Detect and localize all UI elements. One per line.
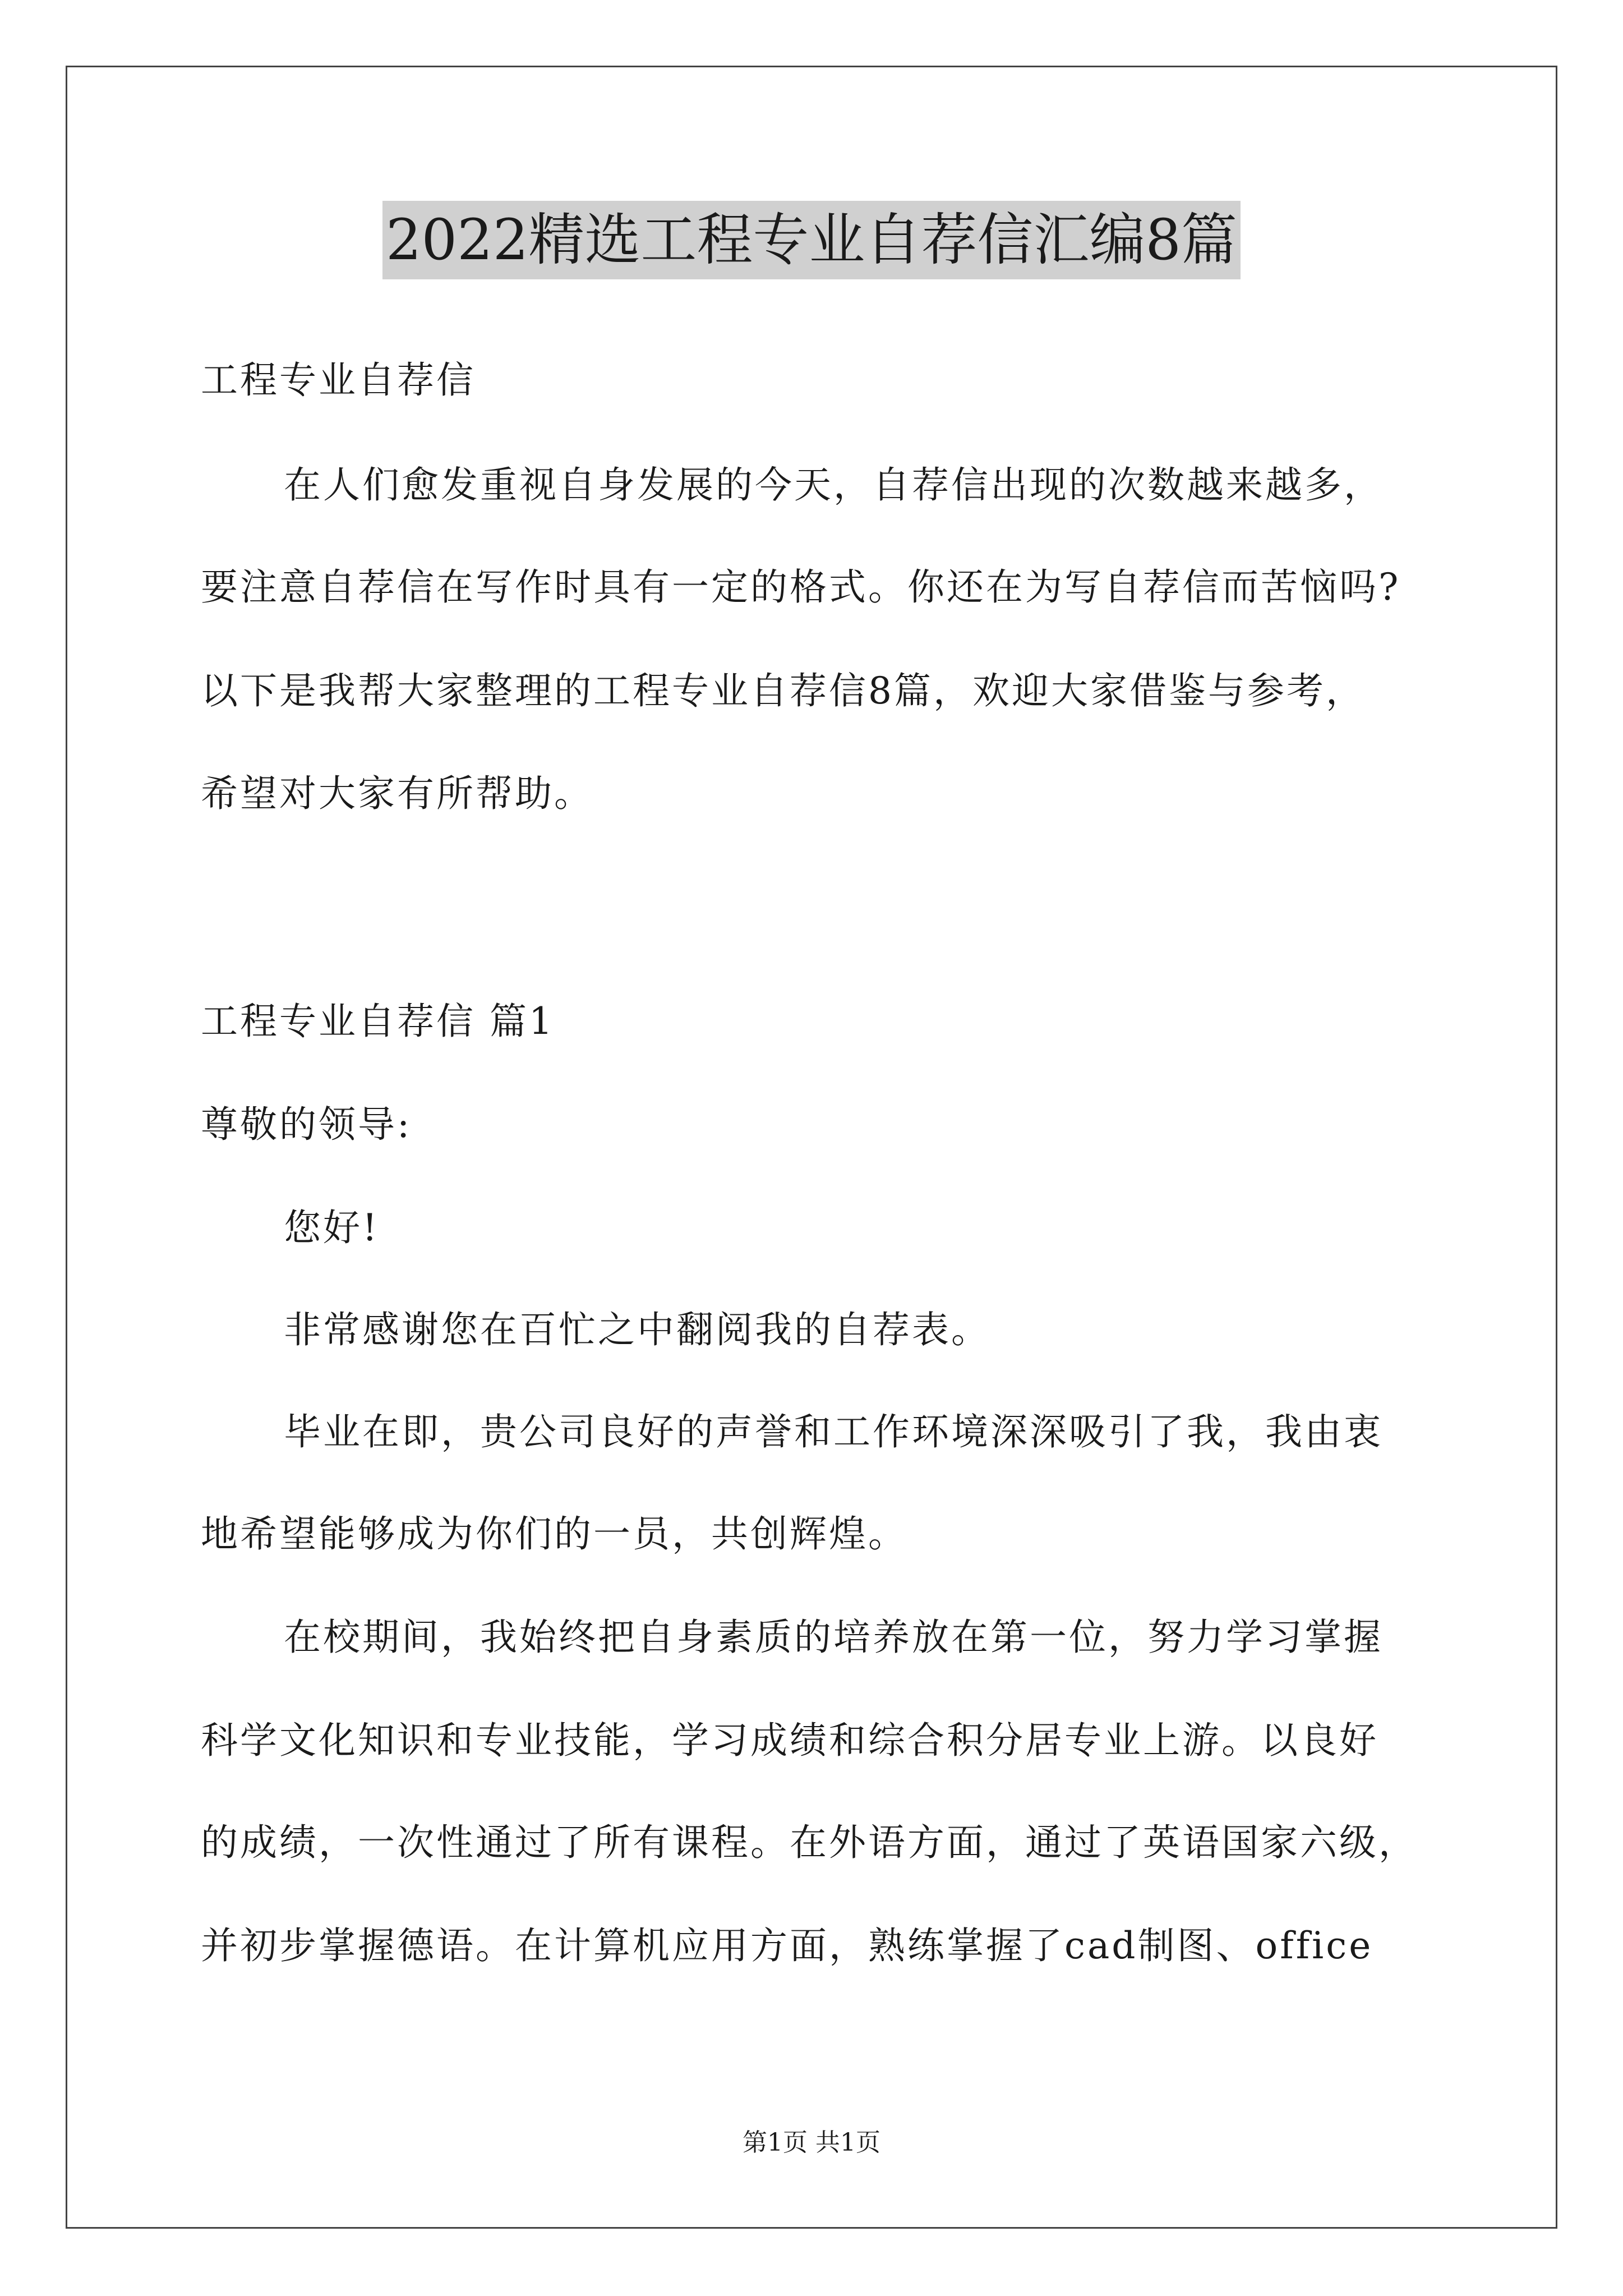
intro-paragraph-line: 希望对大家有所帮助。 (201, 772, 593, 815)
section-heading: 工程专业自荐信 (201, 358, 476, 402)
paragraph-line: 非常感谢您在百忙之中翻阅我的自荐表。 (284, 1308, 990, 1351)
intro-paragraph-line: 以下是我帮大家整理的工程专业自荐信8篇，欢迎大家借鉴与参考， (201, 669, 1365, 712)
greeting: 您好! (284, 1206, 380, 1249)
paragraph-line: 的成绩，一次性通过了所有课程。在外语方面，通过了英语国家六级， (201, 1821, 1418, 1864)
paragraph-line: 在校期间，我始终把自身素质的培养放在第一位，努力学习掌握 (284, 1616, 1383, 1659)
paragraph-line: 毕业在即，贵公司良好的声誉和工作环境深深吸引了我，我由衷 (284, 1410, 1383, 1453)
title-container (0, 201, 1623, 279)
paragraph-line: 并初步掌握德语。在计算机应用方面，熟练掌握了cad制图、office (201, 1924, 1373, 1967)
document-title: 2022精选工程专业自荐信汇编8篇 (382, 201, 1241, 279)
page-footer: 第1页 共1页 (743, 2128, 880, 2157)
paragraph-line: 地希望能够成为你们的一员，共创辉煌。 (201, 1512, 907, 1556)
intro-paragraph-line: 在人们愈发重视自身发展的今天，自荐信出现的次数越来越多， (284, 463, 1383, 507)
paragraph-line: 科学文化知识和专业技能，学习成绩和综合积分居专业上游。以良好 (201, 1719, 1378, 1762)
letter-heading: 工程专业自荐信 篇1 (201, 1000, 555, 1043)
intro-paragraph-line: 要注意自荐信在写作时具有一定的格式。你还在为写自荐信而苦恼吗? (201, 565, 1401, 609)
salutation: 尊敬的领导: (201, 1103, 412, 1146)
